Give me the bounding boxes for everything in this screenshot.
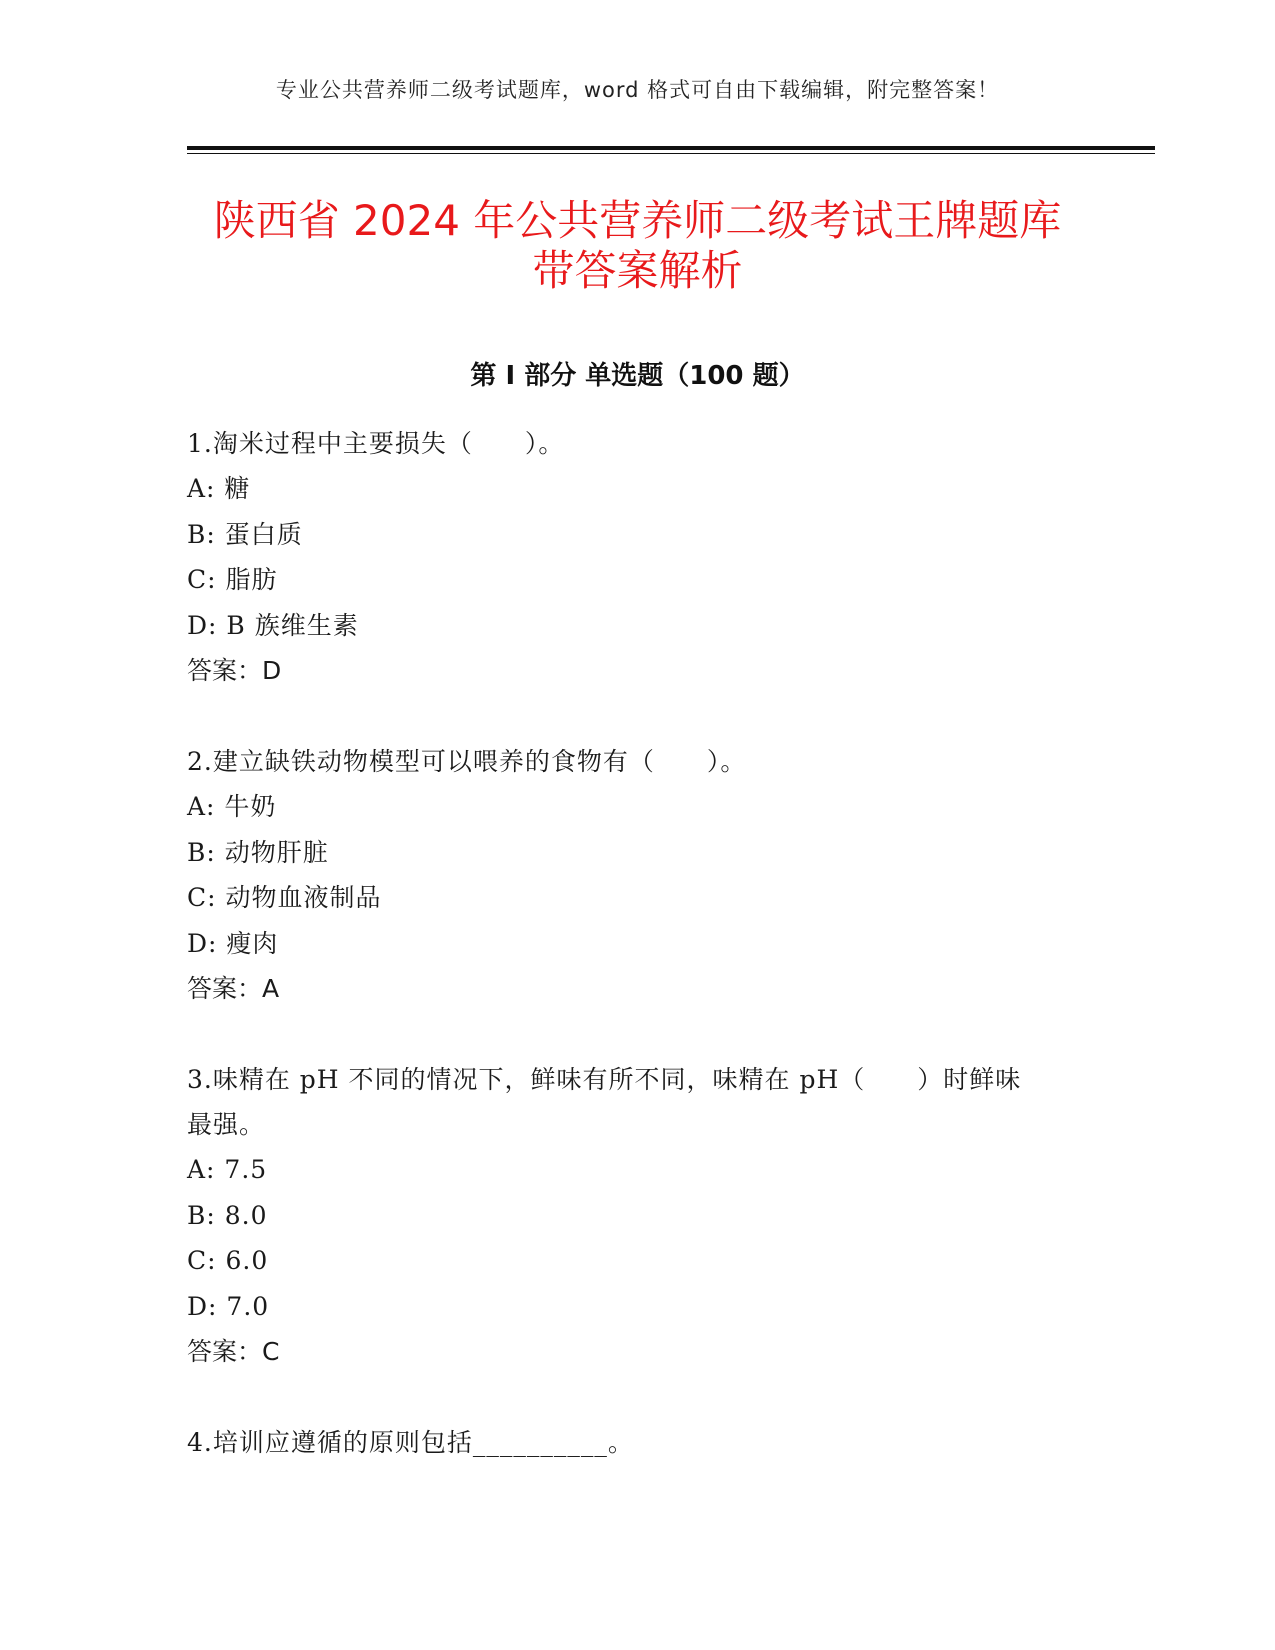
option-d: D: 瘦肉 bbox=[187, 928, 279, 958]
option-a: A: 糖 bbox=[187, 474, 251, 503]
section-title: 第 I 部分 单选题（100 题） bbox=[470, 361, 805, 391]
answer: 答案：C bbox=[187, 1337, 280, 1366]
question-2 bbox=[187, 739, 1087, 1011]
question-4 bbox=[187, 1420, 1087, 1465]
document-title-line-2: 带答案解析 bbox=[532, 246, 743, 295]
header-rule-thick bbox=[187, 146, 1155, 150]
option-d: D: 7.0 bbox=[187, 1291, 270, 1321]
question-stem: 1.淘米过程中主要损失（ ）。 bbox=[187, 429, 565, 458]
document-title-line-1: 陕西省 2024 年公共营养师二级考试王牌题库 bbox=[213, 196, 1062, 245]
option-d: D: B 族维生素 bbox=[187, 610, 359, 640]
question-3 bbox=[187, 1057, 1087, 1374]
answer: 答案：A bbox=[187, 974, 280, 1003]
header-note: 专业公共营养师二级考试题库，word 格式可自由下载编辑，附完整答案！ bbox=[275, 78, 1000, 102]
document-title bbox=[150, 196, 1125, 296]
option-c: C: 脂肪 bbox=[187, 565, 278, 594]
option-a: A: 牛奶 bbox=[187, 792, 277, 821]
question-stem: 4.培训应遵循的原则包括__________。 bbox=[187, 1428, 634, 1457]
question-stem: 2.建立缺铁动物模型可以喂养的食物有（ ）。 bbox=[187, 747, 747, 776]
option-a: A: 7.5 bbox=[187, 1155, 268, 1184]
answer: 答案：D bbox=[187, 656, 282, 685]
question-stem-line-1: 3.味精在 pH 不同的情况下，鲜味有所不同，味精在 pH（ ）时鲜味 bbox=[187, 1065, 1022, 1094]
option-c: C: 6.0 bbox=[187, 1246, 269, 1275]
question-1 bbox=[187, 421, 1087, 693]
question-stem-line-2: 最强。 bbox=[187, 1110, 266, 1139]
option-b: B: 8.0 bbox=[187, 1200, 268, 1230]
option-c: C: 动物血液制品 bbox=[187, 883, 382, 912]
option-b: B: 蛋白质 bbox=[187, 519, 303, 549]
option-b: B: 动物肝脏 bbox=[187, 837, 329, 867]
header-rule-thin bbox=[187, 153, 1155, 154]
